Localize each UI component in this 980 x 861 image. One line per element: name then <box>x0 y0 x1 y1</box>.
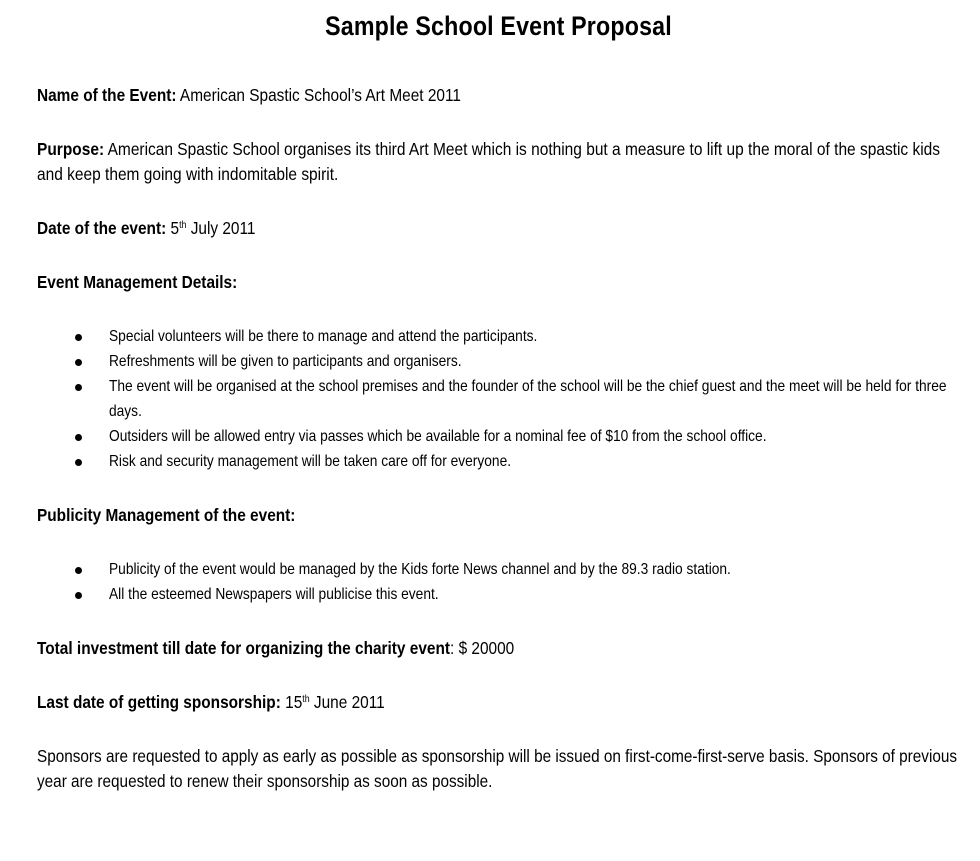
investment-line <box>37 636 960 661</box>
purpose-label: Purpose: <box>37 139 105 159</box>
sponsorship-deadline-day: 15 <box>285 692 303 712</box>
investment-value: : $ 20000 <box>450 638 515 658</box>
purpose-paragraph <box>37 137 957 187</box>
document-title: Sample School Event Proposal <box>325 11 672 41</box>
bullet-icon <box>75 334 82 341</box>
bullet-icon <box>75 434 82 441</box>
management-list <box>37 324 960 474</box>
list-item: Refreshments will be given to participants and organisers. <box>37 349 960 374</box>
event-date-suffix: th <box>179 220 187 231</box>
event-name-label: Name of the Event: <box>37 85 177 105</box>
publicity-list <box>37 557 960 607</box>
list-item: The event will be organised at the school premises and the founder of the school will be the chief guest and the meet will be held for three days. <box>37 374 960 424</box>
list-item: Risk and security management will be taken care off for everyone. <box>37 449 960 474</box>
sponsors-note: Sponsors are requested to apply as early as possible as sponsorship will be issued on first-come-first-serve basis. Sponsors of previous year are requested to renew their sponsorship as soon as possible. <box>37 746 958 791</box>
event-date-rest: July 2011 <box>190 218 256 238</box>
management-heading: Event Management Details: <box>37 272 238 292</box>
investment-label: Total investment till date for organizing the charity event <box>37 638 451 658</box>
event-date-line <box>37 216 960 241</box>
sponsorship-deadline-rest: June 2011 <box>313 692 385 712</box>
bullet-icon <box>75 359 82 366</box>
sponsorship-deadline-label: Last date of getting sponsorship: <box>37 692 281 712</box>
bullet-icon <box>75 384 82 391</box>
list-item: All the esteemed Newspapers will publicise this event. <box>37 582 960 607</box>
publicity-heading: Publicity Management of the event: <box>37 505 296 525</box>
event-name-line <box>37 83 960 108</box>
event-date-label: Date of the event: <box>37 218 167 238</box>
list-item: Publicity of the event would be managed by the Kids forte News channel and by the 89.3 radio station. <box>37 557 960 582</box>
sponsorship-deadline-line <box>37 690 960 715</box>
list-item: Outsiders will be allowed entry via passes which be available for a nominal fee of $10 from the school office. <box>37 424 960 449</box>
event-name-value: American Spastic School’s Art Meet 2011 <box>179 85 461 105</box>
bullet-icon <box>75 592 82 599</box>
sponsorship-deadline-suffix: th <box>302 694 310 705</box>
event-date-day: 5 <box>170 218 180 238</box>
list-item: Special volunteers will be there to manage and attend the participants. <box>37 324 960 349</box>
bullet-icon <box>75 459 82 466</box>
bullet-icon <box>75 567 82 574</box>
purpose-value: American Spastic School organises its third Art Meet which is nothing but a measure to lift up the moral of the spastic kids and keep them going with indomitable spirit. <box>37 139 941 184</box>
